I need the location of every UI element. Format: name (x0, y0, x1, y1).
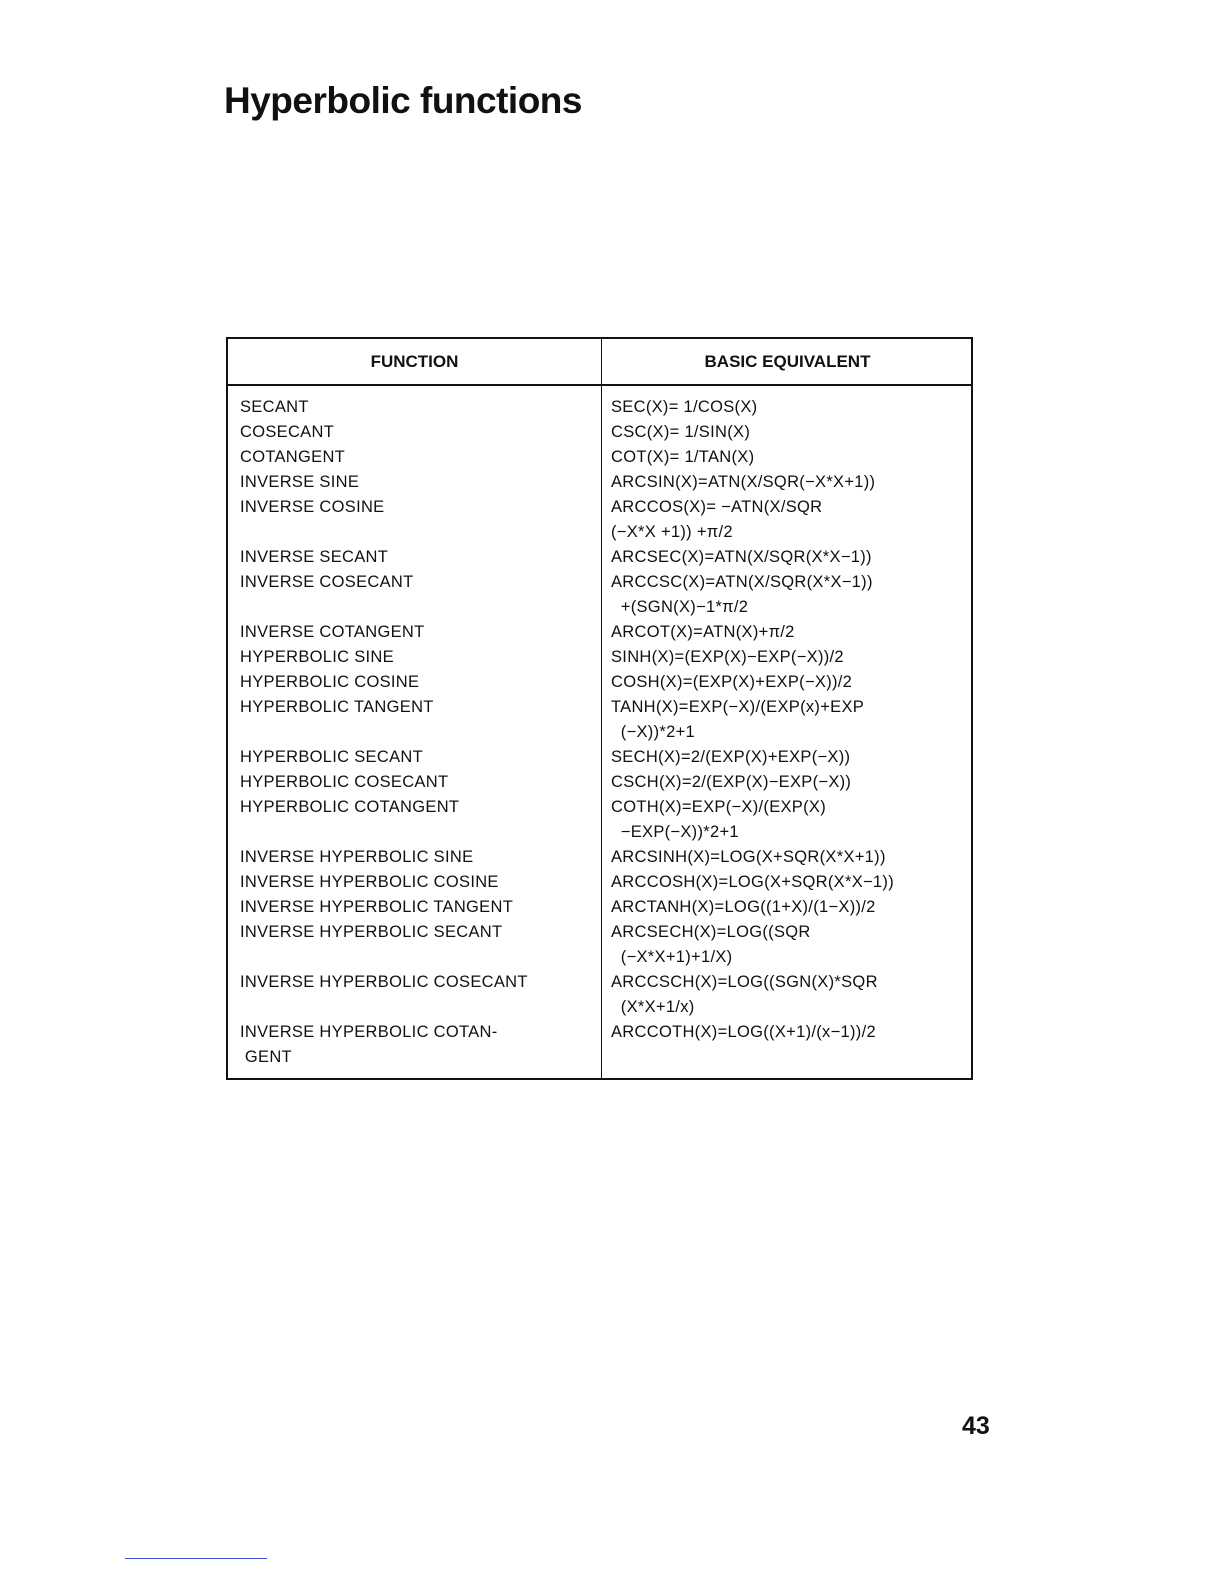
equivalent-line: (−X))*2+1 (611, 723, 696, 741)
function-line: INVERSE HYPERBOLIC COTAN- (240, 1023, 498, 1041)
equivalent-line: ARCCOSH(X)=LOG(X+SQR(X*X−1)) (611, 873, 895, 891)
header-basic-equivalent: BASIC EQUIVALENT (704, 352, 871, 371)
equivalent-line: TANH(X)=EXP(−X)/(EXP(x)+EXP (611, 698, 865, 716)
equivalent-line: CSCH(X)=2/(EXP(X)−EXP(−X)) (611, 773, 852, 791)
function-line (240, 945, 595, 970)
function-line: INVERSE HYPERBOLIC COSINE (240, 873, 499, 891)
table-header-row (228, 339, 971, 386)
function-column (240, 395, 595, 1070)
equivalent-line: SECH(X)=2/(EXP(X)+EXP(−X)) (611, 748, 851, 766)
equivalent-line (611, 1045, 971, 1070)
footnote-rule (125, 1558, 267, 1559)
equivalent-line: ARCSIN(X)=ATN(X/SQR(−X*X+1)) (611, 473, 876, 491)
function-line (240, 995, 595, 1020)
function-line: INVERSE HYPERBOLIC SECANT (240, 923, 503, 941)
equivalent-line: ARCSECH(X)=LOG((SQR (611, 923, 811, 941)
function-line (240, 720, 595, 745)
function-line: INVERSE HYPERBOLIC SINE (240, 848, 474, 866)
equivalent-line: ARCTANH(X)=LOG((1+X)/(1−X))/2 (611, 898, 876, 916)
equivalent-line: (X*X+1/x) (611, 998, 695, 1016)
function-line: INVERSE HYPERBOLIC TANGENT (240, 898, 514, 916)
function-line: HYPERBOLIC COSECANT (240, 773, 449, 791)
function-line: GENT (240, 1048, 292, 1066)
equivalent-line: ARCCSC(X)=ATN(X/SQR(X*X−1)) (611, 573, 873, 591)
equivalent-line: (−X*X +1)) +π/2 (611, 523, 733, 541)
function-line (240, 820, 595, 845)
equivalent-line: SINH(X)=(EXP(X)−EXP(−X))/2 (611, 648, 844, 666)
function-line: INVERSE COTANGENT (240, 623, 425, 641)
equivalent-line: COTH(X)=EXP(−X)/(EXP(X) (611, 798, 827, 816)
function-line: HYPERBOLIC TANGENT (240, 698, 434, 716)
page-title: Hyperbolic functions (224, 80, 582, 121)
function-line (240, 595, 595, 620)
header-function: FUNCTION (370, 352, 459, 371)
basic-equivalent-column (611, 395, 971, 1070)
equivalent-line: ARCSEC(X)=ATN(X/SQR(X*X−1)) (611, 548, 872, 566)
equivalent-line: COSH(X)=(EXP(X)+EXP(−X))/2 (611, 673, 853, 691)
column-divider (601, 339, 602, 1078)
function-line: INVERSE SINE (240, 473, 360, 491)
equivalent-line: ARCCSCH(X)=LOG((SGN(X)*SQR (611, 973, 878, 991)
function-line: HYPERBOLIC SINE (240, 648, 394, 666)
function-line: HYPERBOLIC COTANGENT (240, 798, 460, 816)
function-line: COSECANT (240, 423, 335, 441)
function-line: INVERSE COSINE (240, 498, 385, 516)
equivalent-line: CSC(X)= 1/SIN(X) (611, 423, 751, 441)
equivalent-line: ARCSINH(X)=LOG(X+SQR(X*X+1)) (611, 848, 886, 866)
equivalent-line: −EXP(−X))*2+1 (611, 823, 739, 841)
function-line: INVERSE COSECANT (240, 573, 414, 591)
equivalent-line: COT(X)= 1/TAN(X) (611, 448, 755, 466)
page-number: 43 (962, 1412, 990, 1440)
function-line: HYPERBOLIC COSINE (240, 673, 420, 691)
equivalent-line: (−X*X+1)+1/X) (611, 948, 733, 966)
function-line: INVERSE SECANT (240, 548, 389, 566)
function-line: INVERSE HYPERBOLIC COSECANT (240, 973, 528, 991)
function-line: COTANGENT (240, 448, 346, 466)
functions-table (226, 337, 973, 1080)
function-line (240, 520, 595, 545)
equivalent-line: ARCOT(X)=ATN(X)+π/2 (611, 623, 795, 641)
function-line: SECANT (240, 398, 309, 416)
equivalent-line: ARCCOS(X)= −ATN(X/SQR (611, 498, 823, 516)
equivalent-line: +(SGN(X)−1*π/2 (611, 598, 749, 616)
function-line: HYPERBOLIC SECANT (240, 748, 423, 766)
equivalent-line: ARCCOTH(X)=LOG((X+1)/(x−1))/2 (611, 1023, 876, 1041)
equivalent-line: SEC(X)= 1/COS(X) (611, 398, 758, 416)
